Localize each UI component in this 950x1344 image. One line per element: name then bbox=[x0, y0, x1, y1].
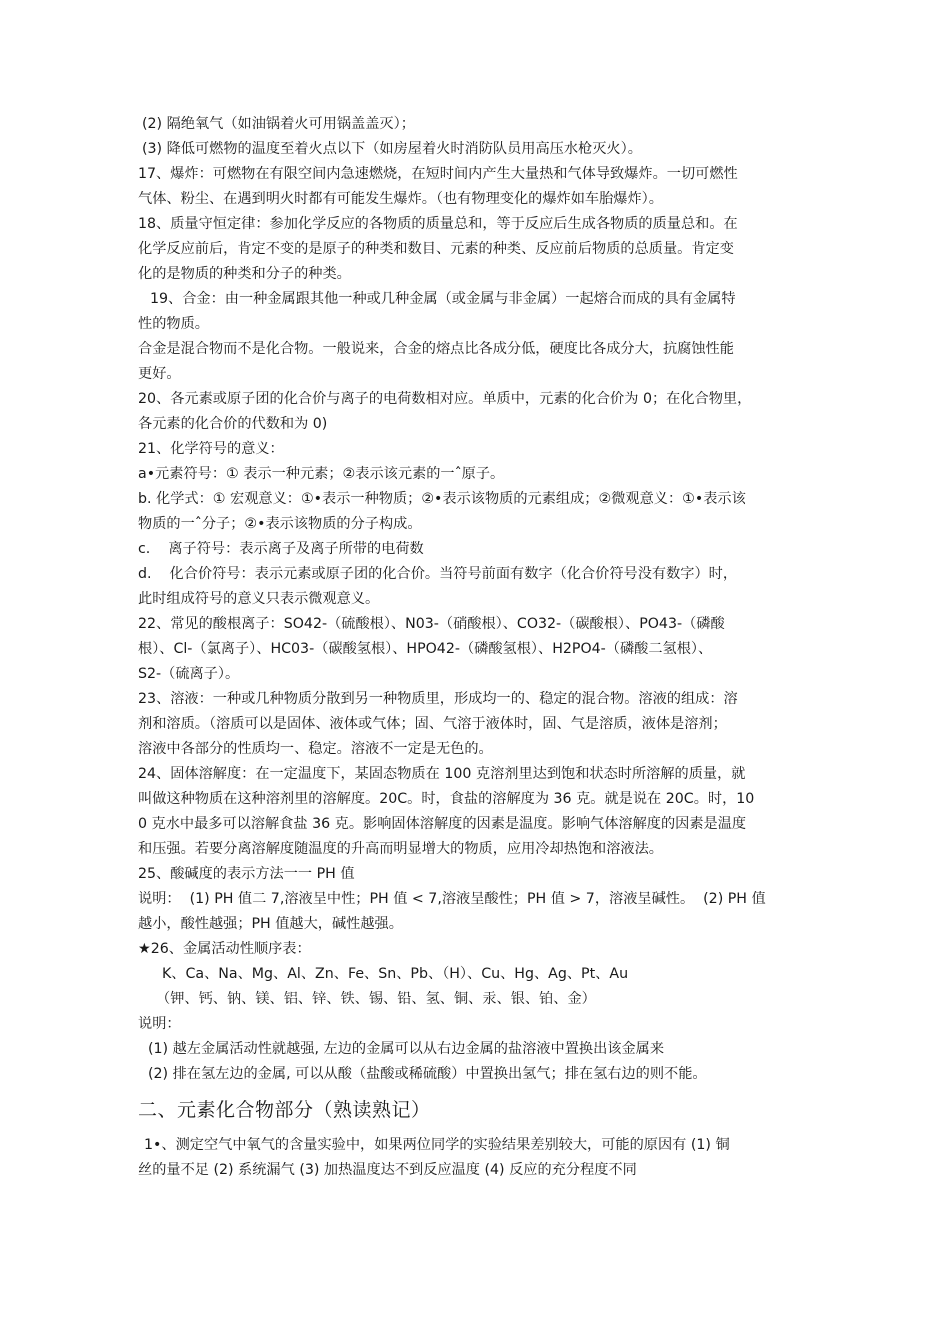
text-line: K、Ca、Na、Mg、Al、Zn、Fe、Sn、Pb、（H）、Cu、Hg、Ag、Pt、Au bbox=[162, 966, 629, 982]
text-line: 和压强。若要分离溶解度随温度的升高而明显增大的物质，应用冷却热饱和溶液法。 bbox=[138, 841, 663, 857]
text-line: 化学反应前后，肯定不变的是原子的种类和数目、元素的种类、反应前后物质的总质量。肯定变 bbox=[138, 241, 734, 257]
text-line: 各元素的化合价的代数和为 0) bbox=[138, 416, 328, 432]
text-line: 叫做这种物质在这种溶剂里的溶解度。20C。时，食盐的溶解度为 36 克。就是说在 20C。时，10 bbox=[138, 791, 755, 807]
text-line: c. 离子符号：表示离子及离子所带的电荷数 bbox=[138, 541, 424, 557]
text-line: 20、各元素或原子团的化合价与离子的电荷数相对应。单质中，元素的化合价为 0；在化合物里， bbox=[138, 391, 752, 407]
document-body bbox=[138, 112, 818, 1183]
text-line: 23、溶液：一种或几种物质分散到另一种物质里，形成均一的、稳定的混合物。溶液的组成：溶 bbox=[138, 691, 738, 707]
section-heading: 二、元素化合物部分（熟读熟记） bbox=[138, 1099, 431, 1121]
text-line: 性的物质。 bbox=[138, 316, 209, 332]
text-line: 24、固体溶解度：在一定温度下，某固态物质在 100 克溶剂里达到饱和状态时所溶解的质量，就 bbox=[138, 766, 746, 782]
text-line: 1•、测定空气中氧气的含量实验中，如果两位同学的实验结果差别较大，可能的原因有 (1) 铜 bbox=[144, 1137, 730, 1153]
text-line: 说明： bbox=[138, 1016, 181, 1032]
text-line: 18、质量守恒定律：参加化学反应的各物质的质量总和，等于反应后生成各物质的质量总和。在 bbox=[138, 216, 738, 232]
text-line: 21、化学符号的意义： bbox=[138, 441, 284, 457]
text-line: (2) 隔绝氧气（如油锅着火可用锅盖盖灭）； bbox=[142, 116, 415, 132]
text-line: 物质的一ˆ分子；②•表示该物质的分子构成。 bbox=[138, 516, 422, 532]
text-line: 根）、Cl-（氯离子）、HC03-（碳酸氢根）、HPO42-（磷酸氢根）、H2PO4-（磷酸二氢根）、 bbox=[138, 641, 713, 657]
text-line: 0 克水中最多可以溶解食盐 36 克。影响固体溶解度的因素是温度。影响气体溶解度的因素是温度 bbox=[138, 816, 747, 832]
text-line: ★26、金属活动性顺序表： bbox=[138, 941, 311, 957]
text-line: 化的是物质的种类和分子的种类。 bbox=[138, 266, 351, 282]
text-line: b. 化学式：① 宏观意义：①•表示一种物质；②•表示该物质的元素组成；②微观意义：①•表示该 bbox=[138, 491, 746, 507]
text-line: 越小，酸性越强；PH 值越大，碱性越强。 bbox=[138, 916, 403, 932]
text-line: S2-（硫离子）。 bbox=[138, 666, 240, 682]
text-line: 剂和溶质。（溶质可以是固体、液体或气体；固、气溶于液体时，固、气是溶质，液体是溶剂； bbox=[138, 716, 727, 732]
text-line: a•元素符号：① 表示一种元素；②表示该元素的一ˆ原子。 bbox=[138, 466, 505, 482]
text-line: 合金是混合物而不是化合物。一般说来，合金的熔点比各成分低，硬度比各成分大，抗腐蚀性能 bbox=[138, 341, 734, 357]
text-line: （钾、钙、钠、镁、铝、锌、铁、锡、铅、氢、铜、汞、银、铂、金） bbox=[156, 991, 596, 1007]
text-line: 17、爆炸：可燃物在有限空间内急速燃烧，在短时间内产生大量热和气体导致爆炸。一切可燃性 bbox=[138, 166, 738, 182]
text-line: (1) 越左金属活动性就越强, 左边的金属可以从右边金属的盐溶液中置换出该金属来 bbox=[148, 1041, 665, 1057]
text-line: 丝的量不足 (2) 系统漏气 (3) 加热温度达不到反应温度 (4) 反应的充分程度不同 bbox=[138, 1162, 637, 1178]
text-line: (2) 排在氢左边的金属, 可以从酸（盐酸或稀硫酸）中置换出氢气；排在氢右边的则不能。 bbox=[148, 1066, 707, 1082]
text-line: 溶液中各部分的性质均一、稳定。溶液不一定是无色的。 bbox=[138, 741, 493, 757]
text-line: 气体、粉尘、在遇到明火时都有可能发生爆炸。（也有物理变化的爆炸如车胎爆炸）。 bbox=[138, 191, 663, 207]
text-line: 22、常见的酸根离子：SO42-（硫酸根）、N03-（硝酸根）、CO32-（碳酸根）、PO43-（磷酸 bbox=[138, 616, 725, 632]
text-line: 19、合金：由一种金属跟其他一种或几种金属（或金属与非金属）一起熔合而成的具有金属特 bbox=[150, 291, 736, 307]
text-line: 25、酸碱度的表示方法一一 PH 值 bbox=[138, 866, 355, 882]
text-line: 说明： (1) PH 值二 7,溶液呈中性；PH 值 < 7,溶液呈酸性；PH 值 > 7，溶液呈碱性。 (2) PH 值 bbox=[138, 891, 766, 907]
text-line: 此时组成符号的意义只表示微观意义。 bbox=[138, 591, 380, 607]
text-line: (3) 降低可燃物的温度至着火点以下（如房屋着火时消防队员用高压水枪灭火）。 bbox=[142, 141, 642, 157]
text-line: 更好。 bbox=[138, 366, 181, 382]
text-line: d. 化合价符号：表示元素或原子团的化合价。当符号前面有数字（化合价符号没有数字）时， bbox=[138, 566, 738, 582]
